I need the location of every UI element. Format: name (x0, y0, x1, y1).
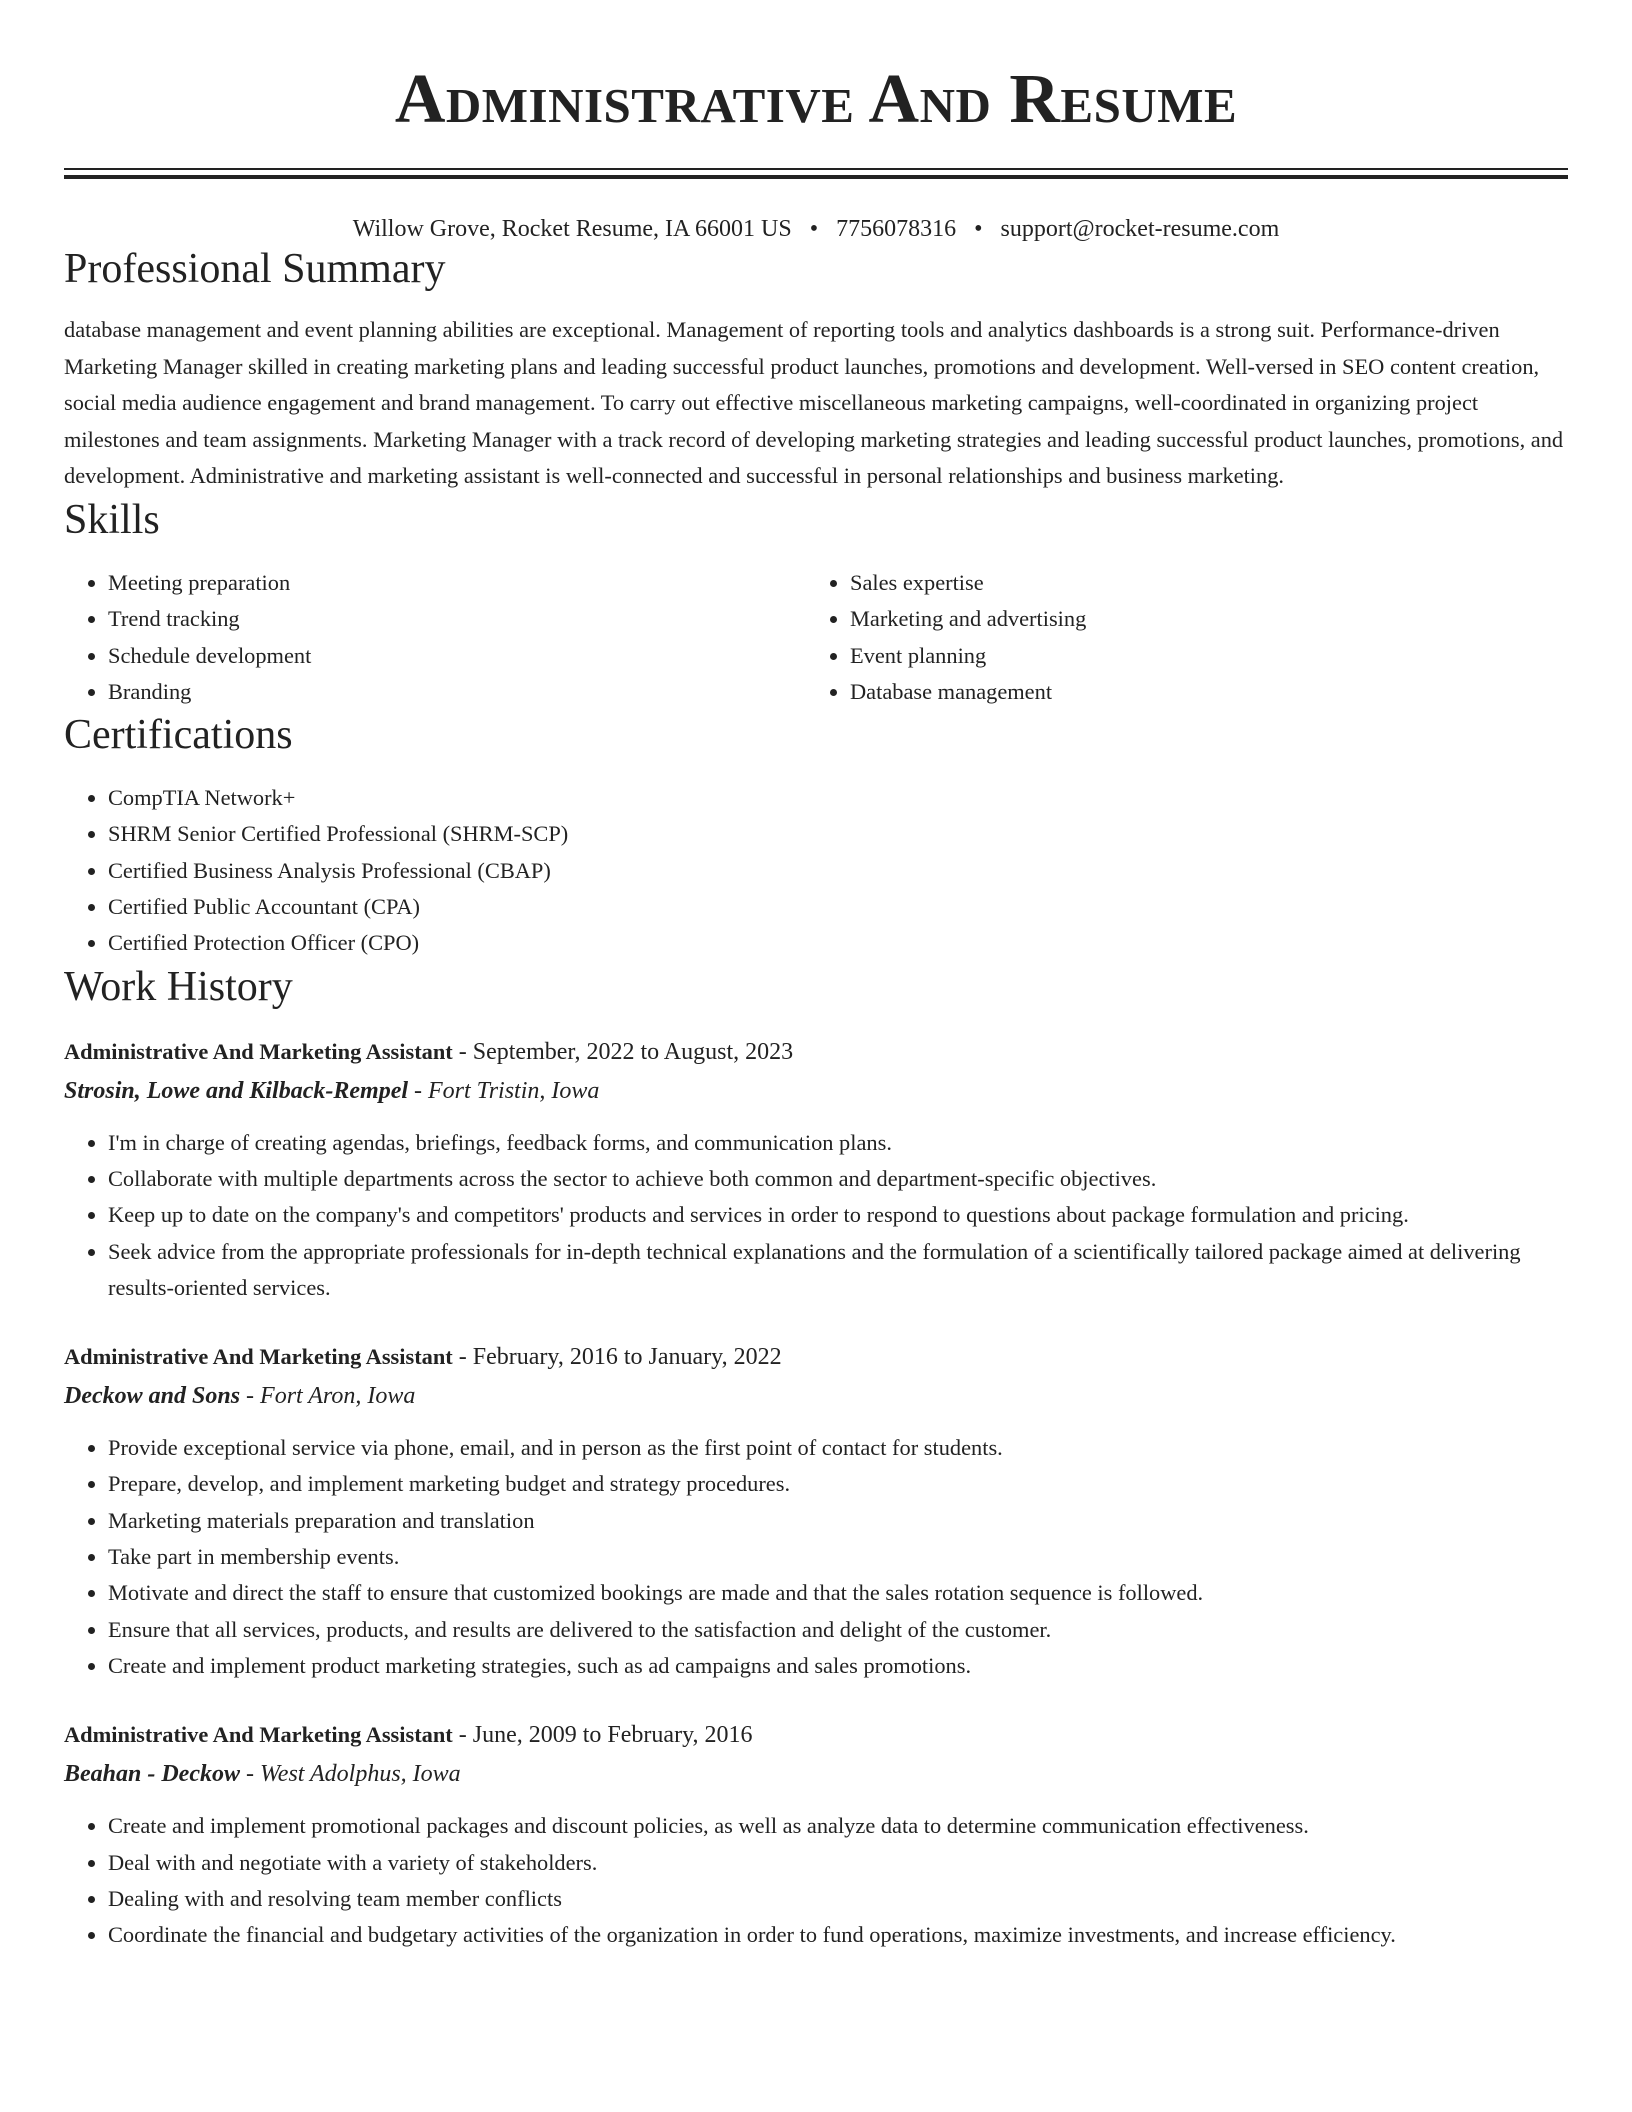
skill-item: • Branding (108, 674, 806, 710)
job-duties (64, 1125, 1568, 1306)
job-company: Deckow and Sons (64, 1383, 241, 1410)
certification-item: • Certified Protection Officer (CPO) (108, 925, 1568, 961)
job-duty: • Motivate and direct the staff to ensure that customized bookings are made and that the sales rotation sequence is followed. (108, 1575, 1568, 1611)
job-duty: • I'm in charge of creating agendas, briefings, feedback forms, and communication plans. (108, 1125, 1568, 1161)
job-dates: February, 2016 to January, 2022 (472, 1344, 782, 1371)
skills-grid (64, 565, 1568, 710)
job-company: Strosin, Lowe and Kilback-Rempel (64, 1077, 409, 1104)
certification-item: • SHRM Senior Certified Professional (SHRM-SCP) (108, 816, 1568, 852)
skill-item: • Event planning (850, 638, 1548, 674)
skill-item: • Meeting preparation (108, 565, 806, 601)
job-location: Fort Aron, Iowa (260, 1383, 416, 1410)
job-duties (64, 1808, 1568, 1953)
contact-phone: 7756078316 (836, 216, 957, 242)
job-duty: • Keep up to date on the company's and competitors' products and services in order to respond to questions about package formulation and pricing. (108, 1197, 1568, 1233)
job-dash: - (246, 1383, 261, 1410)
job-dates: September, 2022 to August, 2023 (472, 1038, 794, 1065)
job-dash: - (246, 1761, 260, 1788)
job-dash: - (458, 1722, 473, 1749)
job-duties (64, 1430, 1568, 1684)
job-employer (64, 1377, 1568, 1416)
job-entry (64, 1337, 1568, 1684)
job-duty: • Deal with and negotiate with a variety of stakeholders. (108, 1845, 1568, 1881)
skill-item: • Schedule development (108, 638, 806, 674)
job-dash: - (414, 1077, 429, 1104)
skill-item: • Database management (850, 674, 1548, 710)
job-duty: • Coordinate the financial and budgetary activities of the organization in order to fund operations, maximize investments, and increase efficiency. (108, 1917, 1568, 1953)
job-role: Administrative And Marketing Assistant (64, 1038, 453, 1064)
job-duty: • Marketing materials preparation and translation (108, 1503, 1568, 1539)
skills-list-right (806, 565, 1548, 710)
certification-item: • Certified Business Analysis Professional (CBAP) (108, 853, 1568, 889)
job-header (64, 1032, 1568, 1072)
job-company: Beahan - Deckow (64, 1761, 240, 1788)
contact-line (64, 214, 1568, 244)
job-employer (64, 1755, 1568, 1794)
job-duty: • Ensure that all services, products, and results are delivered to the satisfaction and delight of the customer. (108, 1612, 1568, 1648)
skill-item: • Trend tracking (108, 601, 806, 637)
work-history-heading: Work History (64, 963, 293, 1010)
job-duty: • Prepare, develop, and implement marketing budget and strategy procedures. (108, 1466, 1568, 1502)
skills-column-right (806, 565, 1548, 710)
skills-column-left (64, 565, 806, 710)
job-role: Administrative And Marketing Assistant (64, 1344, 453, 1370)
job-duty: • Take part in membership events. (108, 1539, 1568, 1575)
job-location: Fort Tristin, Iowa (428, 1077, 600, 1104)
contact-separator: • (974, 216, 983, 242)
summary-text: database management and event planning abilities are exceptional. Management of reporting tools and analytics dashboards is a strong suit. Performance-driven Marketing Manager skilled in creating marketing plans and leading successful product launches, promotions and development. Well-versed in SEO content creation, social media audience engagement and brand management. To carry out effective miscellaneous marketing campaigns, well-coordinated in organizing project milestones and team assignments. Marketing Manager with a track record of developing marketing strategies and leading successful product launches, promotions, and development. Administrative and marketing assistant is well-connected and successful in personal relationships and business marketing. (64, 317, 1564, 489)
job-duty: • Create and implement promotional packages and discount policies, as well as analyze data to determine communication effectiveness. (108, 1808, 1568, 1844)
job-duty: • Collaborate with multiple departments across the sector to achieve both common and department-specific objectives. (108, 1161, 1568, 1197)
job-role: Administrative And Marketing Assistant (64, 1722, 453, 1748)
job-entry (64, 1715, 1568, 1953)
job-duty: • Dealing with and resolving team member conflicts (108, 1881, 1568, 1917)
job-dates: June, 2009 to February, 2016 (472, 1722, 753, 1749)
job-employer (64, 1072, 1568, 1111)
job-duty: • Create and implement product marketing strategies, such as ad campaigns and sales promotions. (108, 1648, 1568, 1684)
header-divider (64, 168, 1568, 179)
certifications-heading: Certifications (64, 712, 293, 759)
skills-list-left (64, 565, 806, 710)
contact-separator: • (809, 216, 819, 242)
summary-heading: Professional Summary (64, 246, 446, 292)
job-dash: - (458, 1344, 473, 1371)
contact-email: support@rocket-resume.com (1000, 216, 1280, 242)
skills-heading: Skills (64, 496, 160, 543)
job-duty: • Provide exceptional service via phone, email, and in person as the first point of contact for students. (108, 1430, 1568, 1466)
certification-item: • CompTIA Network+ (108, 780, 1568, 816)
job-header (64, 1715, 1568, 1755)
job-dash: - (458, 1038, 473, 1065)
contact-address: Willow Grove, Rocket Resume, IA 66001 US (352, 216, 792, 242)
job-header (64, 1337, 1568, 1377)
job-location: West Adolphus, Iowa (260, 1761, 461, 1788)
skill-item: • Sales expertise (850, 565, 1548, 601)
certification-item: • Certified Public Accountant (CPA) (108, 889, 1568, 925)
job-entry (64, 1032, 1568, 1306)
resume-name: Administrative And Resume (394, 61, 1238, 138)
job-duty: • Seek advice from the appropriate professionals for in-depth technical explanations and the formulation of a scientifically tailored package aimed at delivering results-oriented services. (108, 1234, 1568, 1307)
skill-item: • Marketing and advertising (850, 601, 1548, 637)
certifications-list (64, 780, 1568, 961)
